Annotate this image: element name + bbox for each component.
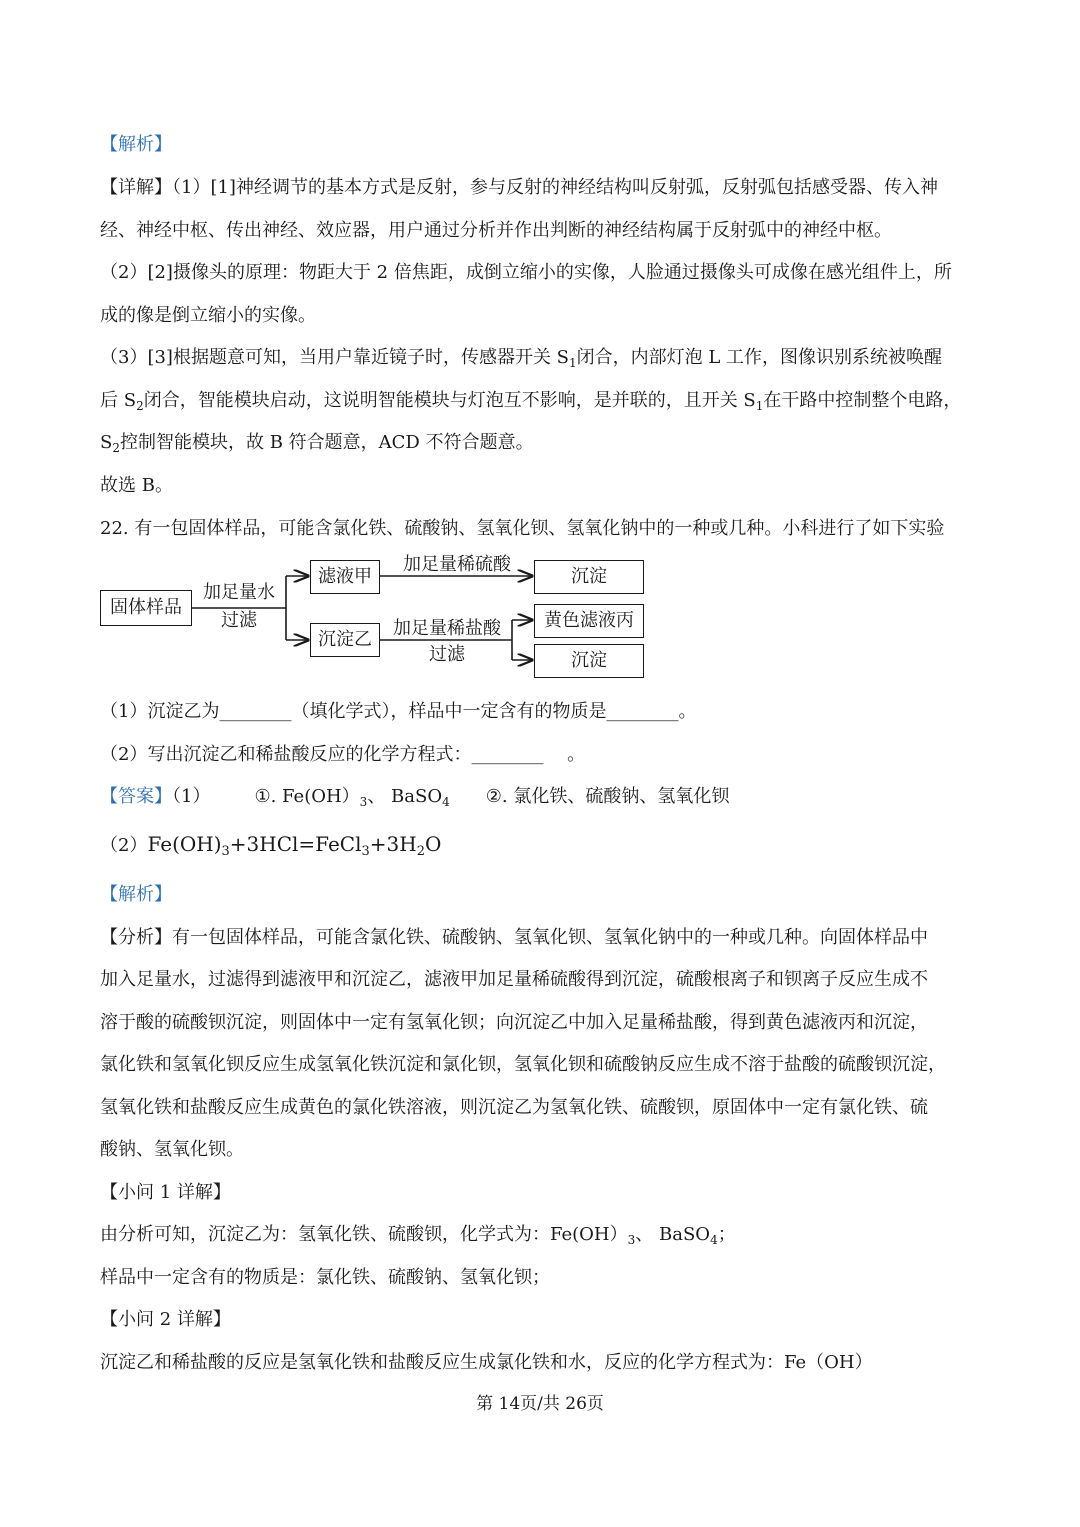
analysis-heading-2: 【解析】	[100, 884, 172, 905]
subscript: 2	[136, 399, 144, 413]
detail-line-2: 经、神经中枢、传出神经、效应器，用户通过分析并作出判断的神经结构属于反射弧中的神经中枢。	[100, 220, 892, 241]
analysis-line-1	[100, 926, 928, 950]
sub-question-1: （1）沉淀乙为________（填化学式），样品中一定含有的物质是________。	[100, 701, 697, 722]
detail-tag: 【详解】	[100, 177, 172, 198]
analysis-line-4: 氯化铁和氢氧化钡反应生成氢氧化铁沉淀和氯化钡，氢氧化钡和硫酸钠反应生成不溶于盐酸的硫酸钡沉淀，	[100, 1054, 946, 1075]
subscript: 1	[569, 356, 577, 370]
step3-label-bottom: 过滤	[429, 644, 465, 665]
subscript: 2	[416, 844, 425, 859]
question-22-stem: 22. 有一包固体样品，可能含氯化铁、硫酸钠、氢氧化钡、氢氧化钠中的一种或几种。小科进行了如下实验	[100, 518, 945, 539]
q3-line-1	[100, 346, 942, 370]
choice-line: 故选 B。	[100, 475, 173, 496]
step3-label-top: 加足量稀盐酸	[393, 618, 501, 639]
q3-text-2c: 在干路中控制整个电路，	[763, 390, 962, 411]
sub-question-1-detail-line-2: 样品中一定含有的物质是：氯化铁、硫酸钠、氢氧化钡；	[100, 1267, 550, 1288]
sub-question-1-detail-line-1	[100, 1223, 736, 1247]
q3-line-2	[100, 389, 961, 413]
q3-text-3b: 控制智能模块，故 B 符合题意，ACD 不符合题意。	[119, 432, 534, 453]
equation-part-b: +3HCl=FeCl	[229, 832, 362, 856]
answer-2-prefix: （2）	[100, 835, 148, 856]
equation-part-a: Fe(OH)	[147, 832, 222, 856]
analysis-heading: 【解析】	[100, 134, 172, 155]
sub1-text-a: 由分析可知，沉淀乙为：氢氧化铁、硫酸钡，化学式为：Fe(OH）	[100, 1224, 628, 1245]
analysis-text-1: 有一包固体样品，可能含氯化铁、硫酸钠、氢氧化钡、氢氧化钠中的一种或几种。向固体样品中	[172, 927, 928, 948]
q3-text-2a: 后 S	[100, 390, 137, 411]
analysis-line-3: 溶于酸的硫酸钡沉淀，则固体中一定有氢氧化钡；向沉淀乙中加入足量稀盐酸，得到黄色滤液丙和沉淀，	[100, 1012, 928, 1033]
detail-line-1	[100, 176, 938, 200]
subscript: 3	[359, 795, 368, 809]
sub-question-2: （2）写出沉淀乙和稀盐酸反应的化学方程式：________ 。	[100, 744, 586, 765]
subscript: 3	[221, 844, 230, 859]
analysis-line-2: 加入足量水，过滤得到滤液甲和沉淀乙，滤液甲加足量稀硫酸得到沉淀，硫酸根离子和钡离子反应生成不	[100, 969, 928, 990]
answer-line-2	[100, 832, 441, 858]
precipitate-box-1: 沉淀	[534, 560, 644, 594]
equation-part-c: +3H	[369, 832, 417, 856]
precipitate-b-box: 沉淀乙	[310, 623, 380, 657]
subscript: 4	[710, 1233, 718, 1247]
fenxi-tag: 【分析】	[100, 927, 172, 948]
q2-line-2: 成的像是倒立缩小的实像。	[100, 305, 316, 326]
answer-1-prefix: （1）	[172, 786, 211, 807]
detail-text-1: （1）[1]神经调节的基本方式是反射，参与反射的神经结构叫反射弧，反射弧包括感受器、传入神	[172, 177, 938, 198]
filtrate-a-box: 滤液甲	[310, 560, 380, 594]
q3-text-3a: S	[100, 432, 113, 453]
step2-label: 加足量稀硫酸	[403, 554, 511, 575]
subscript: 1	[755, 399, 764, 413]
analysis-line-5: 氢氧化铁和盐酸反应生成黄色的氯化铁溶液，则沉淀乙为氢氧化铁、硫酸钡，原固体中一定有氯化铁、硫	[100, 1097, 928, 1118]
sub-question-2-detail-line-1: 沉淀乙和稀盐酸的反应是氢氧化铁和盐酸反应生成氯化铁和水，反应的化学方程式为：Fe（OH）	[100, 1352, 873, 1373]
subscript: 3	[361, 844, 370, 859]
answer-1-part1b: 、 BaSO	[367, 786, 443, 807]
q2-line-1: （2）[2]摄像头的原理：物距大于 2 倍焦距，成倒立缩小的实像，人脸通过摄像头可成像在感光组件上，所	[100, 262, 952, 283]
answer-1-part1a: ①. Fe(OH）	[254, 786, 360, 807]
analysis-line-6: 酸钠、氢氧化钡。	[100, 1139, 244, 1160]
page-number-footer: 第 14页/共 26页	[476, 1394, 604, 1414]
sub1-text-b: 、 BaSO	[635, 1224, 711, 1245]
sub-question-2-detail-heading: 【小问 2 详解】	[100, 1309, 231, 1330]
q3-line-3	[100, 431, 534, 455]
answer-line-1	[100, 785, 729, 809]
precipitate-box-2: 沉淀	[534, 644, 644, 678]
solid-sample-box: 固体样品	[100, 590, 192, 626]
equation-part-d: O	[425, 832, 442, 856]
sub1-text-c: ；	[717, 1224, 736, 1245]
q3-text-2b: 闭合，智能模块启动，这说明智能模块与灯泡互不影响，是并联的，且开关 S	[143, 390, 756, 411]
subscript: 3	[627, 1233, 636, 1247]
q3-text-1a: （3）[3]根据题意可知，当用户靠近镜子时，传感器开关 S	[100, 347, 569, 368]
step1-label-top: 加足量水	[203, 582, 275, 603]
q3-text-1b: 闭合，内部灯泡 L 工作，图像识别系统被唤醒	[576, 347, 943, 368]
step1-label-bottom: 过滤	[221, 610, 257, 631]
subscript: 2	[112, 441, 120, 455]
answer-1-part2: ②. 氯化铁、硫酸钠、氢氧化钡	[485, 786, 730, 807]
sub-question-1-detail-heading: 【小问 1 详解】	[100, 1182, 231, 1203]
answer-tag: 【答案】	[100, 786, 172, 807]
yellow-filtrate-c-box: 黄色滤液丙	[534, 604, 644, 638]
subscript: 4	[442, 795, 450, 809]
